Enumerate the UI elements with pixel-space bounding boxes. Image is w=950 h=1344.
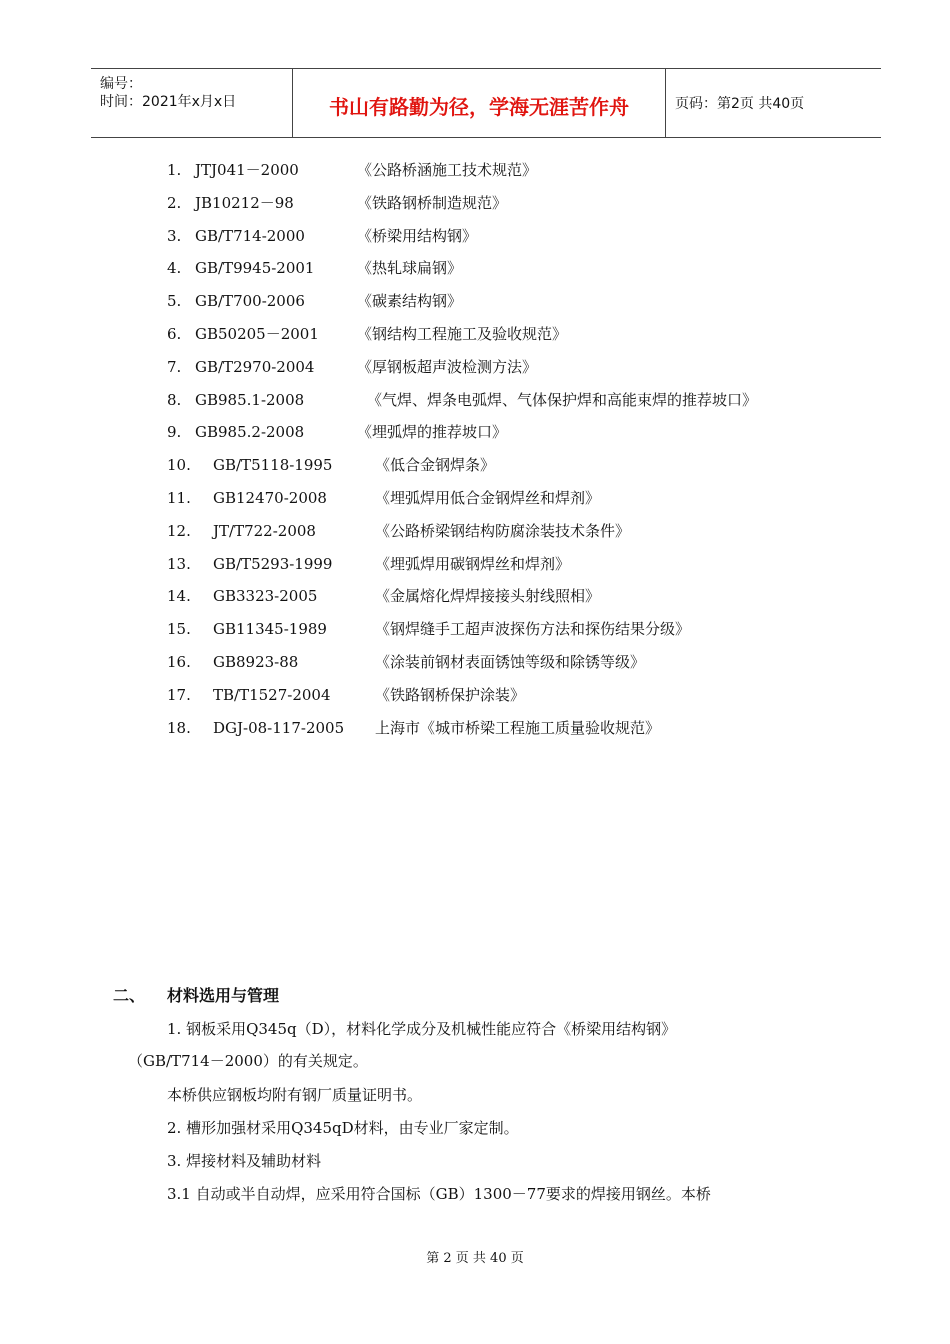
- page-header: [91, 68, 881, 138]
- reference-item: [167, 682, 526, 715]
- reference-item: [167, 551, 571, 584]
- reference-title: 《埋弧焊用低合金钢焊丝和焊剂》: [375, 488, 601, 507]
- reference-item: [167, 715, 661, 748]
- reference-title: 《埋弧焊用碳钢焊丝和焊剂》: [375, 554, 571, 573]
- section-title: 材料选用与管理: [167, 986, 280, 1005]
- paragraph-auto-welding: 3.1 自动或半自动焊，应采用符合国标（GB）1300－77要求的焊接用钢丝。本桥: [167, 1185, 711, 1203]
- reference-code: TB/T1527-2004: [213, 685, 331, 704]
- reference-item: [167, 190, 508, 223]
- reference-code: GB/T2970-2004: [195, 357, 315, 376]
- reference-code: JB10212－98: [195, 193, 294, 212]
- reference-number: 3.: [167, 226, 182, 245]
- reference-number: 11.: [167, 488, 191, 507]
- header-page-cell: [666, 69, 881, 137]
- reference-number: 16.: [167, 652, 191, 671]
- reference-title: 《公路桥涵施工技术规范》: [357, 161, 538, 179]
- reference-code: GB12470-2008: [213, 488, 327, 507]
- reference-code: GB/T714-2000: [195, 226, 305, 245]
- reference-code: GB985.1-2008: [195, 390, 305, 409]
- reference-number: 10.: [167, 456, 191, 475]
- paragraph-stiffener: 2. 槽形加强材采用Q345qD材料，由专业厂家定制。: [167, 1119, 519, 1137]
- reference-item: [167, 485, 601, 518]
- reference-code: GB/T9945-2001: [195, 259, 315, 278]
- reference-item: [167, 321, 568, 354]
- reference-title: 《碳素结构钢》: [357, 292, 463, 311]
- reference-item: [167, 354, 538, 387]
- reference-number: 5.: [167, 292, 182, 311]
- header-meta-cell: [91, 69, 293, 137]
- reference-number: 13.: [167, 554, 191, 573]
- reference-code: GB/T5293-1999: [213, 554, 333, 573]
- reference-code: JTJ041－2000: [195, 161, 299, 179]
- reference-number: 17.: [167, 685, 191, 704]
- reference-item: [167, 255, 463, 288]
- paragraph-welding-materials: 3. 焊接材料及辅助材料: [167, 1152, 322, 1170]
- reference-code: GB11345-1989: [213, 620, 327, 639]
- paragraph-steel-plate: 1. 钢板采用Q345q（D），材料化学成分及机械性能应符合《桥梁用结构钢》: [167, 1020, 677, 1038]
- reference-number: 7.: [167, 357, 182, 376]
- reference-title: 《涂装前钢材表面锈蚀等级和除锈等级》: [375, 652, 646, 671]
- reference-title: 《桥梁用结构钢》: [357, 226, 478, 245]
- reference-number: 14.: [167, 587, 191, 606]
- reference-title: 《钢结构工程施工及验收规范》: [357, 324, 568, 343]
- reference-number: 9.: [167, 423, 182, 442]
- reference-number: 15.: [167, 620, 191, 639]
- reference-number: 1.: [167, 161, 182, 179]
- paragraph-quality-certificate: 本桥供应钢板均附有钢厂质量证明书。: [167, 1086, 423, 1104]
- reference-title: 《热轧球扁钢》: [357, 259, 463, 278]
- reference-title: 《钢焊缝手工超声波探伤方法和探伤结果分级》: [375, 620, 691, 639]
- reference-title: 《金属熔化焊焊接接头射线照相》: [375, 587, 601, 606]
- reference-item: [167, 387, 758, 420]
- reference-title: 《铁路钢桥制造规范》: [357, 193, 508, 212]
- reference-title: 《低合金钢焊条》: [375, 456, 496, 475]
- document-number-label: 编号：: [100, 76, 142, 92]
- reference-number: 2.: [167, 193, 182, 212]
- header-motto-cell: [293, 69, 666, 137]
- reference-code: GB985.2-2008: [195, 423, 305, 442]
- reference-title: 《公路桥梁钢结构防腐涂装技术条件》: [375, 521, 631, 540]
- reference-title: 《铁路钢桥保护涂装》: [375, 685, 526, 704]
- reference-item: [167, 452, 496, 485]
- reference-number: 8.: [167, 390, 182, 409]
- reference-code: GB/T700-2006: [195, 292, 305, 311]
- reference-standards-list: [167, 157, 758, 747]
- reference-item: [167, 223, 478, 256]
- reference-title: 《埋弧焊的推荐坡口》: [357, 423, 508, 442]
- reference-title: 《厚钢板超声波检测方法》: [357, 357, 538, 376]
- reference-code: DGJ-08-117-2005: [213, 718, 345, 737]
- reference-number: 4.: [167, 259, 182, 278]
- reference-code: GB8923-88: [213, 652, 299, 671]
- header-page-number: 页码：第2页 共40页: [675, 96, 805, 112]
- reference-code: GB/T5118-1995: [213, 456, 333, 475]
- reference-item: [167, 649, 646, 682]
- reference-title: 上海市《城市桥梁工程施工质量验收规范》: [375, 718, 661, 737]
- reference-code: GB3323-2005: [213, 587, 318, 606]
- section-number: 二、: [113, 986, 146, 1005]
- document-time-label: 时间：2021年x月x日: [100, 94, 237, 110]
- reference-number: 18.: [167, 718, 191, 737]
- reference-code: JT/T722-2008: [213, 521, 316, 540]
- section-heading: [113, 983, 279, 1006]
- reference-item: [167, 518, 631, 551]
- reference-item: [167, 583, 601, 616]
- page-footer: 第 2 页 共 40 页: [426, 1251, 524, 1266]
- reference-number: 12.: [167, 521, 191, 540]
- reference-item: [167, 288, 463, 321]
- header-motto: 书山有路勤为径，学海无涯苦作舟: [329, 95, 629, 119]
- reference-code: GB50205－2001: [195, 324, 319, 343]
- reference-item: [167, 616, 691, 649]
- reference-item: [167, 419, 508, 452]
- reference-title: 《气焊、焊条电弧焊、气体保护焊和高能束焊的推荐坡口》: [367, 390, 758, 409]
- reference-item: [167, 157, 538, 190]
- reference-number: 6.: [167, 324, 182, 343]
- paragraph-steel-plate-cont: （GB/T714－2000）的有关规定。: [128, 1052, 368, 1070]
